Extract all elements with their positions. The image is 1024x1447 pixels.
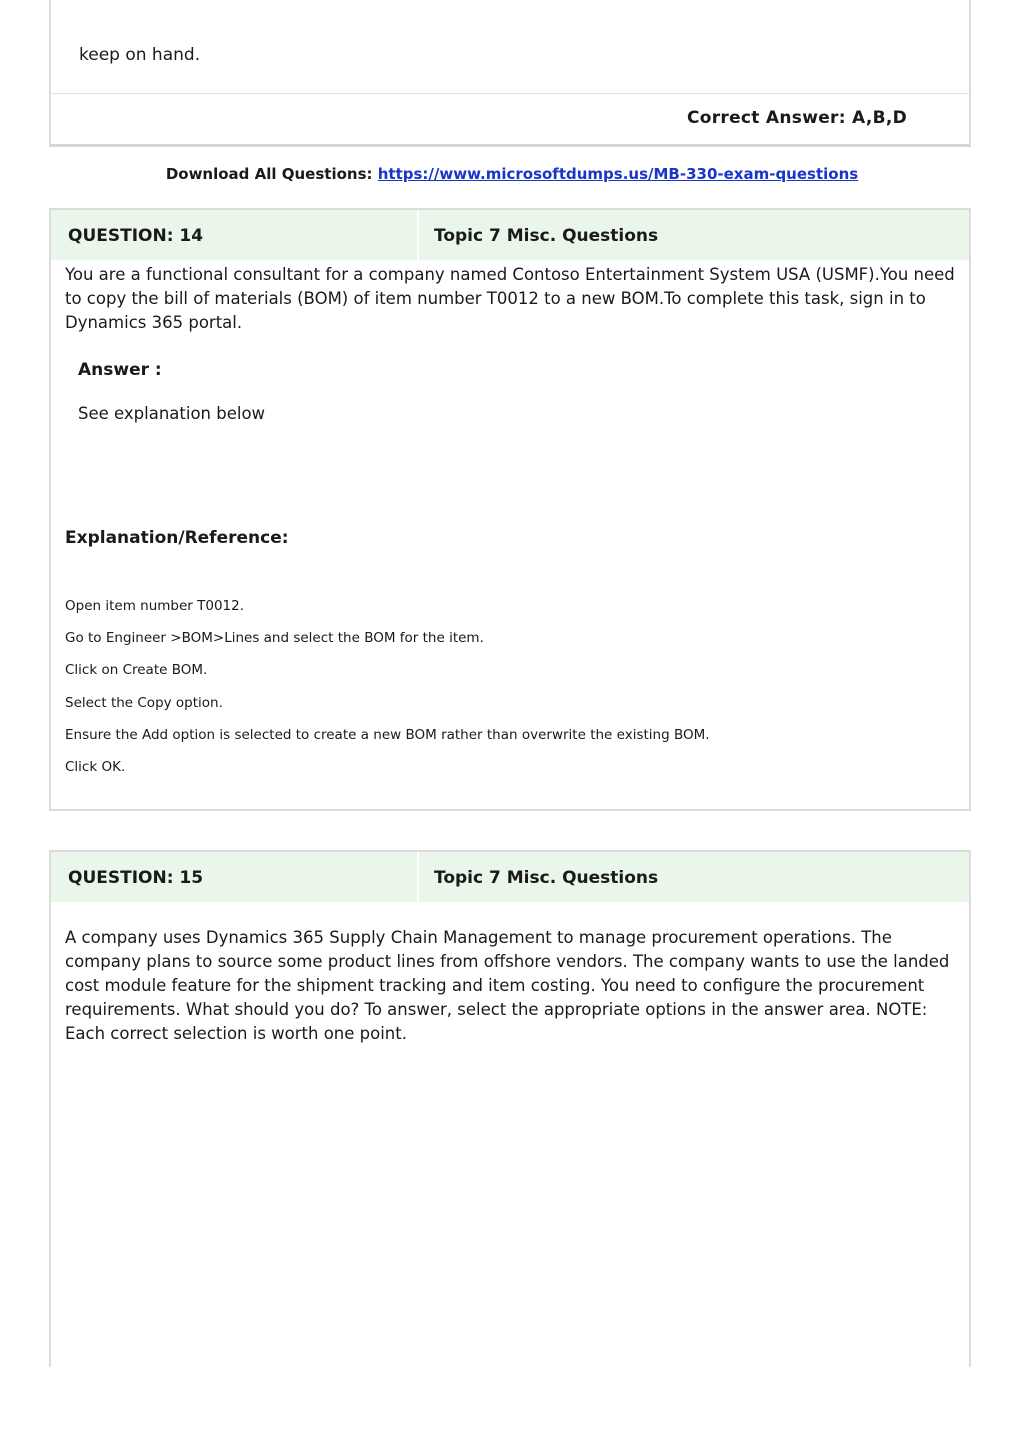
- question-15-card: [49, 850, 971, 1367]
- explanation-step: Go to Engineer >BOM>Lines and select the BOM for the item.: [65, 630, 484, 647]
- explanation-step: Click OK.: [65, 758, 126, 775]
- explanation-step: Open item number T0012.: [65, 598, 245, 614]
- question-text: You are a functional consultant for a company named Contoso Entertainment System USA (USMF).You need to copy the bill of materials (BOM) of item number T0012 to a new BOM.To complete this task, sign in to Dynamics 365 portal.: [65, 265, 955, 332]
- question-14-card: [49, 208, 971, 811]
- explanation-step: Select the Copy option.: [65, 694, 223, 711]
- question-number: QUESTION: 15: [51, 852, 419, 902]
- previous-question-tail-text: keep on hand.: [79, 45, 201, 65]
- previous-question-card: [49, 0, 971, 147]
- answer-label: Answer :: [78, 360, 162, 380]
- explanation-label: Explanation/Reference:: [65, 528, 289, 548]
- question-header: [51, 852, 969, 902]
- download-line: [0, 165, 1024, 183]
- answer-text: See explanation below: [78, 404, 266, 423]
- download-label: Download All Questions:: [165, 165, 373, 183]
- download-link[interactable]: https://www.microsoftdumps.us/MB-330-exam-questions: [377, 165, 859, 183]
- question-topic: Topic 7 Misc. Questions: [434, 226, 659, 246]
- divider: [51, 93, 969, 94]
- question-topic: Topic 7 Misc. Questions: [434, 868, 659, 888]
- explanation-steps: [65, 597, 710, 790]
- explanation-step: Ensure the Add option is selected to create a new BOM rather than overwrite the existing BOM.: [65, 726, 710, 743]
- explanation-step: Click on Create BOM.: [65, 662, 208, 679]
- question-text: A company uses Dynamics 365 Supply Chain Management to manage procurement operations. The company plans to source some product lines from offshore vendors. The company wants to use the landed cost module feature for the shipment tracking and item costing. You need to configure the procurement requirements. What should you do? To answer, select the appropriate options in the answer area. NOTE: Each correct selection is worth one point.: [65, 928, 950, 1043]
- correct-answer: Correct Answer: A,B,D: [686, 108, 907, 128]
- question-number: QUESTION: 14: [51, 210, 419, 260]
- question-header: [51, 210, 969, 260]
